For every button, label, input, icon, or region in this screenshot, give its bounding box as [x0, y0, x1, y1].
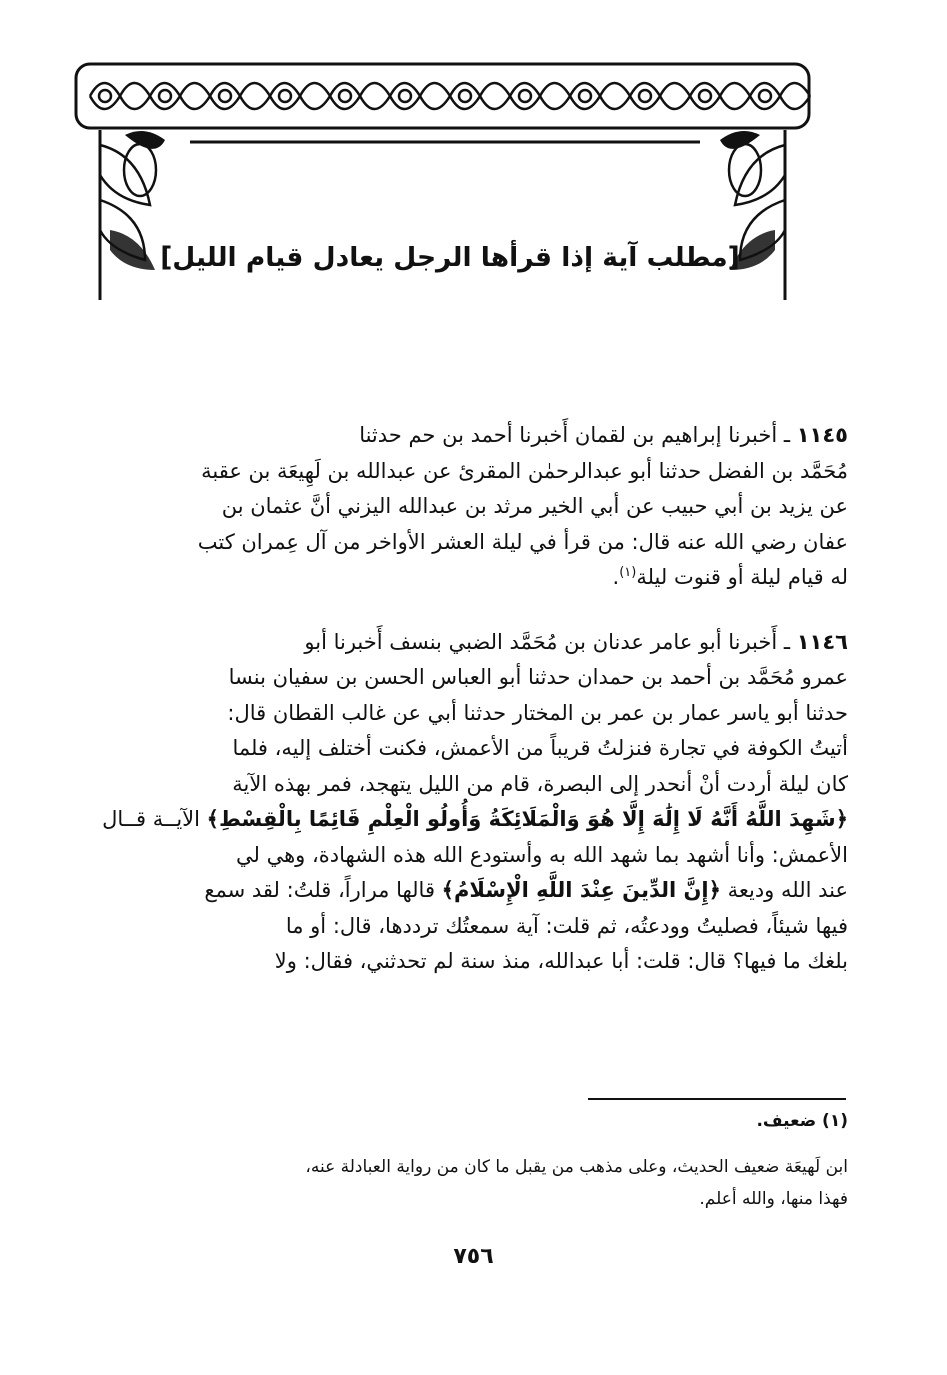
- footnote-number: (١): [822, 1111, 848, 1131]
- footnote-heading: [80, 1105, 848, 1137]
- footnote-reference: (١): [619, 565, 637, 580]
- text-line: عن يزيد بن أبي حبيب عن أبي الخير مرثد بن عبدالله اليزني أنَّ عثمان بن: [221, 494, 848, 518]
- text-line: مُحَمَّد بن الفضل حدثنا أبو عبدالرحمٰن المقرئ عن عبدالله بن لَهِيعَة بن عقبة: [201, 458, 848, 483]
- hadith-number: ١١٤٦: [796, 629, 848, 654]
- ornamental-header-frame: [70, 50, 815, 320]
- footnote-grade: ضعيف.: [756, 1111, 817, 1131]
- footnote-text: ابن لَهيعَة ضعيف الحديث، وعلى مذهب من يقبل ما كان من رواية العبادلة عنه، فهذا منها، والله أعلم.: [305, 1157, 848, 1209]
- quran-verse: ﴿شَهِدَ اللَّهُ أَنَّهُ لَا إِلَٰهَ إِلَّا هُوَ وَالْمَلَائِكَةُ وَأُولُو الْعِلْمِ قَائِمًا بِالْقِسْطِ﴾: [206, 807, 848, 831]
- text-line: كان ليلة أردت أنْ أنحدر إلى البصرة، قام من الليل يتهجد، فمر بهذه الآية: [232, 771, 848, 796]
- text-line: فيها شيئاً، فصليتُ وودعتُه، ثم قلت: آية سمعتُك ترددها، قال: أو ما: [285, 913, 848, 938]
- hadith-entry: [80, 625, 848, 980]
- text-line: عند الله وديعة ﴿إِنَّ الدِّينَ عِنْدَ اللَّهِ الْإِسْلَامُ﴾ قالها مراراً، قلتُ: لقد سمع: [204, 878, 848, 902]
- text-line: ١١٤٥ ـ أخبرنا إبراهيم بن لقمان أَخبرنا أحمد بن حم حدثنا: [359, 423, 848, 447]
- text-line: أتيتُ الكوفة في تجارة فنزلتُ قريباً من الأعمش، فكنت أختلف إليه، فلما: [232, 736, 848, 760]
- text-line: بلغك ما فيها؟ قال: قلت: أبا عبدالله، منذ سنة لم تحدثني، فقال: ولا: [274, 949, 848, 973]
- hadith-number: ١١٤٥: [796, 423, 848, 447]
- text-line: عمرو مُحَمَّد بن أحمد بن حمدان حدثنا أبو العباس الحسن بن سفيان بنسا: [228, 665, 848, 689]
- hadith-entry: [80, 418, 848, 596]
- text-line: عفان رضي الله عنه قال: من قرأ في ليلة العشر الأواخر من آل عِمران كتب: [197, 529, 848, 554]
- footnotes: [80, 1105, 848, 1215]
- quran-verse: ﴿إِنَّ الدِّينَ عِنْدَ اللَّهِ الْإِسْلَامُ﴾: [441, 878, 721, 902]
- footnote-divider: [588, 1098, 846, 1100]
- text-line: له قيام ليلة أو قنوت ليلة$^{(١)}$.: [612, 565, 848, 589]
- page-number: ٧٥٦: [453, 1244, 494, 1269]
- main-text: [80, 418, 848, 980]
- chapter-title: [مطلب آية إذا قرأها الرجل يعادل قيام الليل]: [160, 242, 740, 273]
- text-line: ﴿شَهِدَ اللَّهُ أَنَّهُ لَا إِلَٰهَ إِلَّا هُوَ وَالْمَلَائِكَةُ وَأُولُو الْعِلْمِ قَائِمًا بِالْقِسْطِ﴾ الآيــة قــال: [102, 807, 848, 831]
- text-line: حدثنا أبو ياسر عمار بن عمر بن المختار حدثنا أبي عن غالب القطان قال:: [227, 700, 848, 725]
- text-line: الأعمش: وأنا أشهد بما شهد الله به وأستودع الله هذه الشهادة، وهي لي: [236, 842, 848, 867]
- text-line: ١١٤٦ ـ أَخبرنا أبو عامر عدنان بن مُحَمَّد الضبي بنسف أَخبرنا أبو: [304, 629, 848, 654]
